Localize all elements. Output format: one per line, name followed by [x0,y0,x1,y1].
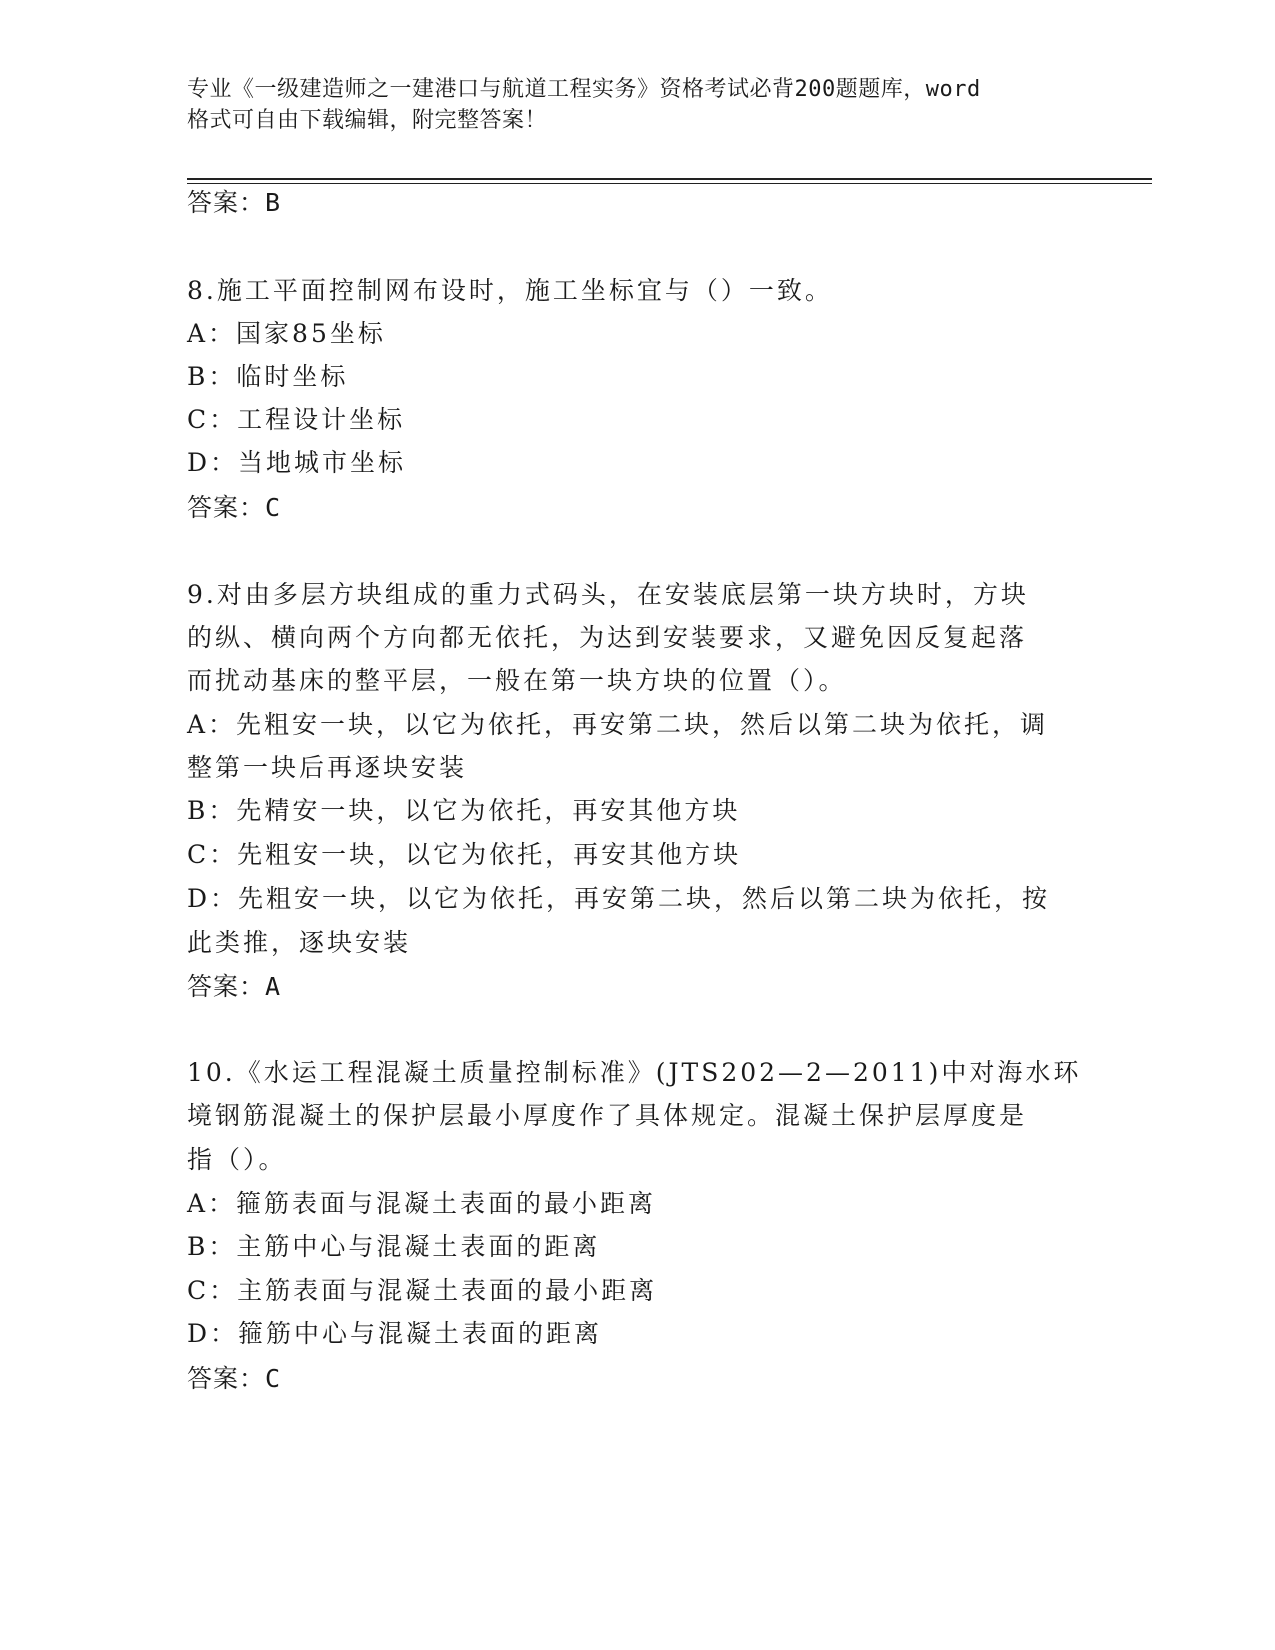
q9-stem-line-3: 而扰动基床的整平层，一般在第一块方块的位置（）。 [187,666,847,695]
q8-option-c: C：工程设计坐标 [187,405,406,434]
header-line-1: 专业《一级建造师之一建港口与航道工程实务》资格考试必背200题题库，word [187,77,981,102]
document-header [187,74,1057,136]
q9-option-c: C：先粗安一块，以它为依托，再安其他方块 [187,840,742,869]
q9-option-a-line-1: A：先粗安一块，以它为依托，再安第二块，然后以第二块为依托，调 [187,710,1049,739]
q9-option-d-line-2: 此类推，逐块安装 [187,928,412,957]
q10-stem-line-2: 境钢筋混凝土的保护层最小厚度作了具体规定。混凝土保护层厚度是 [187,1101,1028,1130]
previous-answer: 答案：B [187,188,282,217]
q8-stem: 8.施工平面控制网布设时，施工坐标宜与（）一致。 [187,276,833,305]
q9-option-b: B：先精安一块，以它为依托，再安其他方块 [187,796,741,825]
q10-stem-line-3: 指（）。 [187,1145,287,1174]
q10-option-d: D：箍筋中心与混凝土表面的距离 [187,1319,603,1348]
q9-option-a-line-2: 整第一块后再逐块安装 [187,753,468,782]
q10-option-b: B：主筋中心与混凝土表面的距离 [187,1232,601,1261]
header-divider-thick [187,178,1152,180]
q9-stem-line-1: 9.对由多层方块组成的重力式码头，在安装底层第一块方块时，方块 [187,580,1029,609]
q10-option-c: C：主筋表面与混凝土表面的最小距离 [187,1276,658,1305]
q8-answer: 答案：C [187,493,282,522]
q10-option-a: A：箍筋表面与混凝土表面的最小距离 [187,1189,657,1218]
q9-option-d-line-1: D：先粗安一块，以它为依托，再安第二块，然后以第二块为依托，按 [187,884,1051,913]
q8-option-b: B：临时坐标 [187,362,349,391]
header-line-2: 格式可自由下载编辑，附完整答案！ [187,108,548,133]
header-divider-thin [187,183,1152,184]
q10-answer: 答案：C [187,1364,282,1393]
q8-option-a: A：国家85坐标 [187,319,386,348]
q9-answer: 答案：A [187,972,282,1001]
q10-stem-line-1: 10.《水运工程混凝土质量控制标准》(JTS202—2—2011)中对海水环 [187,1058,1082,1087]
q8-option-d: D：当地城市坐标 [187,448,407,477]
q9-stem-line-2: 的纵、横向两个方向都无依托，为达到安装要求，又避免因反复起落 [187,623,1028,652]
